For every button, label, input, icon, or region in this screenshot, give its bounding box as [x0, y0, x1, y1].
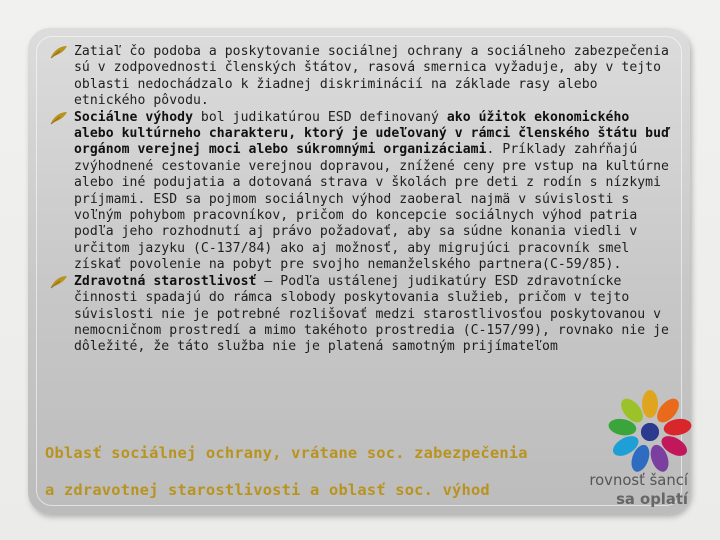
bullet-text: bol judikatúrou ESD definovaný: [193, 109, 447, 125]
bullet-text: – Podľa ustálenej judikatúry ESD zdravotnícke činnosti spadajú do rámca slobody poskytovania služieb, pričom v tejto súvislosti nie je potrebné rozlišovať medzi starostlivosťou poskytovanou v nemocničnom prostredí a mimo takéhoto prostredia (C-157/99), rovnako nie je dôležité, že táto služba nie je platená samotným prijímateľom: [74, 273, 669, 355]
feather-bullet-icon: [50, 45, 68, 59]
slide-title-line-2: a zdravotnej starostlivosti a oblasť soc. výhod: [45, 481, 490, 499]
bullet-bold-definition: ako úžitok ekonomického alebo kultúrneho charakteru, ktorý je udeľovaný v rámci členského štátu buď orgánom verejnej moci alebo súkromnými organizáciami: [74, 109, 669, 158]
bullet-bold-lead: Zdravotná starostlivosť: [74, 273, 257, 289]
bullet-item-social-benefits: [0, 110, 690, 274]
logo-text-line-2: sa oplatí: [616, 491, 688, 508]
slide-title-line-1: Oblasť sociálnej ochrany, vrátane soc. zabezpečenia: [45, 444, 528, 462]
logo-text-line-1: rovnosť šancí: [589, 472, 688, 489]
bullet-bold-lead: Sociálne výhody: [74, 109, 193, 125]
feather-bullet-icon: [50, 275, 68, 289]
bullet-item-health-care: [0, 274, 690, 356]
bullet-list: [0, 44, 690, 356]
bullet-item-social-protection: [0, 44, 690, 110]
hands-circle-logo: [588, 386, 712, 472]
bullet-text: Zatiaľ čo podoba a poskytovanie sociálnej ochrany a sociálneho zabezpečenia sú v zodpovednosti členských štátov, rasová smernica vyžaduje, aby v tejto oblasti nedochádzalo k žiadnej diskriminácií na základe rasy alebo etnického pôvodu.: [74, 44, 669, 109]
feather-bullet-icon: [50, 111, 68, 125]
bullet-text-continued: . Príklady zahŕňajú zvýhodnené cestovanie verejnou dopravou, znížené ceny pre vstup na kultúrne alebo iné podujatia a dotovaná strava v školách pre deti z rodín s nízkymi príjmami. ESD sa pojmom sociálnych výhod zaoberal najmä v súvislosti s voľným pohybom pracovníkov, pričom do koncepcie sociálnych výhod patria podľa jeho rozhodnutí aj právo požadovať, aby sa súdne konania viedli v určitom jazyku (C-137/84) ako aj možnosť, aby migrujúci pracovník smel získať povolenie na pobyt pre svojho nemanželského partnera(C-59/85).: [74, 142, 669, 273]
